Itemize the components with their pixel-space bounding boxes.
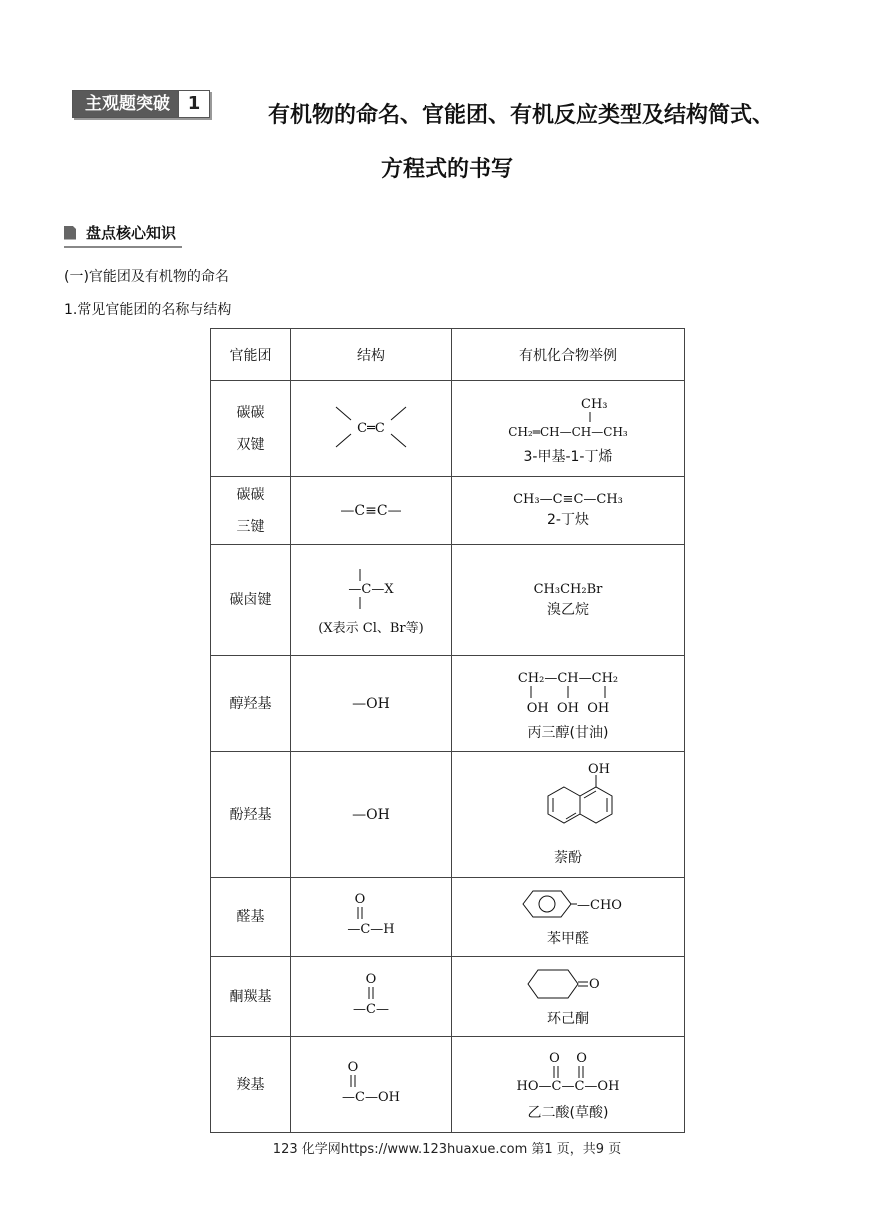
example-name: 溴乙烷 xyxy=(547,601,589,618)
table-row xyxy=(211,545,685,656)
double-bond-structure xyxy=(331,402,411,452)
item-title: 1.常见官能团的名称与结构 xyxy=(64,302,232,318)
group-name: 碳卤键 xyxy=(211,545,291,656)
example-cell xyxy=(452,1037,685,1133)
header-example: 有机化合物举例 xyxy=(452,329,685,381)
functional-group-table xyxy=(210,328,685,1133)
cyclohexanone-structure xyxy=(518,966,618,1002)
topic-badge xyxy=(72,90,210,118)
header-structure: 结构 xyxy=(291,329,452,381)
example-name: 环己酮 xyxy=(547,1010,589,1027)
svg-text:O: O xyxy=(589,976,600,992)
svg-text:—C—H: —C—H xyxy=(347,922,395,937)
group-name: 醇羟基 xyxy=(211,656,291,752)
table-row xyxy=(211,957,685,1037)
carboxyl-structure xyxy=(331,1057,411,1109)
svg-text:C═C: C═C xyxy=(357,420,385,436)
example-name: 乙二酸(草酸) xyxy=(527,1104,609,1121)
section-title: 盘点核心知识 xyxy=(86,224,177,242)
example-name: 苯甲醛 xyxy=(547,931,589,947)
group-structure xyxy=(291,1037,452,1133)
example-name: 3-甲基-1-丁烯 xyxy=(523,448,613,465)
group-name: 碳碳 双键 xyxy=(211,381,291,477)
table-row xyxy=(211,477,685,545)
group-structure: —OH xyxy=(291,656,452,752)
example-cell xyxy=(452,878,685,957)
page-title-line2: 方程式的书写 xyxy=(380,156,513,182)
example-name: 萘酚 xyxy=(554,849,582,866)
svg-text:O: O xyxy=(365,971,377,987)
structure-note: (X表示 Cl、Br等) xyxy=(318,620,424,636)
svg-text:HO—C—C—OH: HO—C—C—OH xyxy=(516,1078,620,1094)
svg-text:CH₂—CH—CH₂: CH₂—CH—CH₂ xyxy=(517,670,619,686)
svg-text:O O: O O xyxy=(549,1050,587,1066)
example-cell xyxy=(452,545,685,656)
svg-text:—CHO: —CHO xyxy=(577,898,622,913)
table-row xyxy=(211,656,685,752)
group-structure xyxy=(291,381,452,477)
svg-text:—C—X: —C—X xyxy=(348,581,394,597)
example-formula: CH₃CH₂Br xyxy=(533,581,603,597)
header-group: 官能团 xyxy=(211,329,291,381)
group-structure xyxy=(291,957,452,1037)
example-cell xyxy=(452,656,685,752)
document-icon xyxy=(64,226,76,240)
example-cell xyxy=(452,477,685,545)
table-row xyxy=(211,1037,685,1133)
svg-text:O: O xyxy=(347,1059,359,1075)
oxalic-acid-structure xyxy=(503,1048,633,1096)
benzaldehyde-structure xyxy=(513,886,623,922)
group-name: 碳碳 三键 xyxy=(211,477,291,545)
example-formula xyxy=(503,666,633,716)
example-cell xyxy=(452,752,685,878)
group-structure xyxy=(291,878,452,957)
group-structure: —OH xyxy=(291,752,452,878)
ketone-structure xyxy=(341,969,401,1021)
svg-text:—C—: —C— xyxy=(353,1001,389,1017)
subsection-title: (一)官能团及有机物的命名 xyxy=(64,269,229,285)
svg-text:O: O xyxy=(354,892,366,907)
example-cell xyxy=(452,957,685,1037)
group-name: 羧基 xyxy=(211,1037,291,1133)
svg-text:OH OH OH: OH OH OH xyxy=(526,700,610,716)
table-row xyxy=(211,381,685,477)
example-cell xyxy=(452,381,685,477)
table-header-row xyxy=(211,329,685,381)
example-name: 2-丁炔 xyxy=(547,512,589,528)
example-formula: CH₃—C≡C—CH₃ xyxy=(513,492,623,507)
page-footer: 123 化学网https://www.123huaxue.com 第1 页，共9 页 xyxy=(272,1142,622,1157)
table-row xyxy=(211,878,685,957)
svg-text:CH₃: CH₃ xyxy=(581,396,608,412)
group-name: 酚羟基 xyxy=(211,752,291,878)
naphthol-structure xyxy=(518,763,618,841)
example-formula xyxy=(488,392,648,440)
page-title-line1: 有机物的命名、官能团、有机反应类型及结构简式、 xyxy=(268,102,775,128)
table-row xyxy=(211,752,685,878)
section-heading xyxy=(64,222,182,248)
aldehyde-structure xyxy=(336,889,406,941)
svg-text:—C—OH: —C—OH xyxy=(342,1089,400,1105)
svg-text:OH: OH xyxy=(588,762,610,777)
example-name: 丙三醇(甘油) xyxy=(527,724,609,741)
svg-text:CH₂═CH—CH—CH₃: CH₂═CH—CH—CH₃ xyxy=(508,424,628,439)
group-structure xyxy=(291,545,452,656)
carbon-halogen-structure xyxy=(336,565,406,613)
group-name: 酮羰基 xyxy=(211,957,291,1037)
group-structure: —C≡C— xyxy=(291,477,452,545)
badge-number: 1 xyxy=(178,91,209,117)
group-name: 醛基 xyxy=(211,878,291,957)
badge-label: 主观题突破 xyxy=(73,91,178,117)
